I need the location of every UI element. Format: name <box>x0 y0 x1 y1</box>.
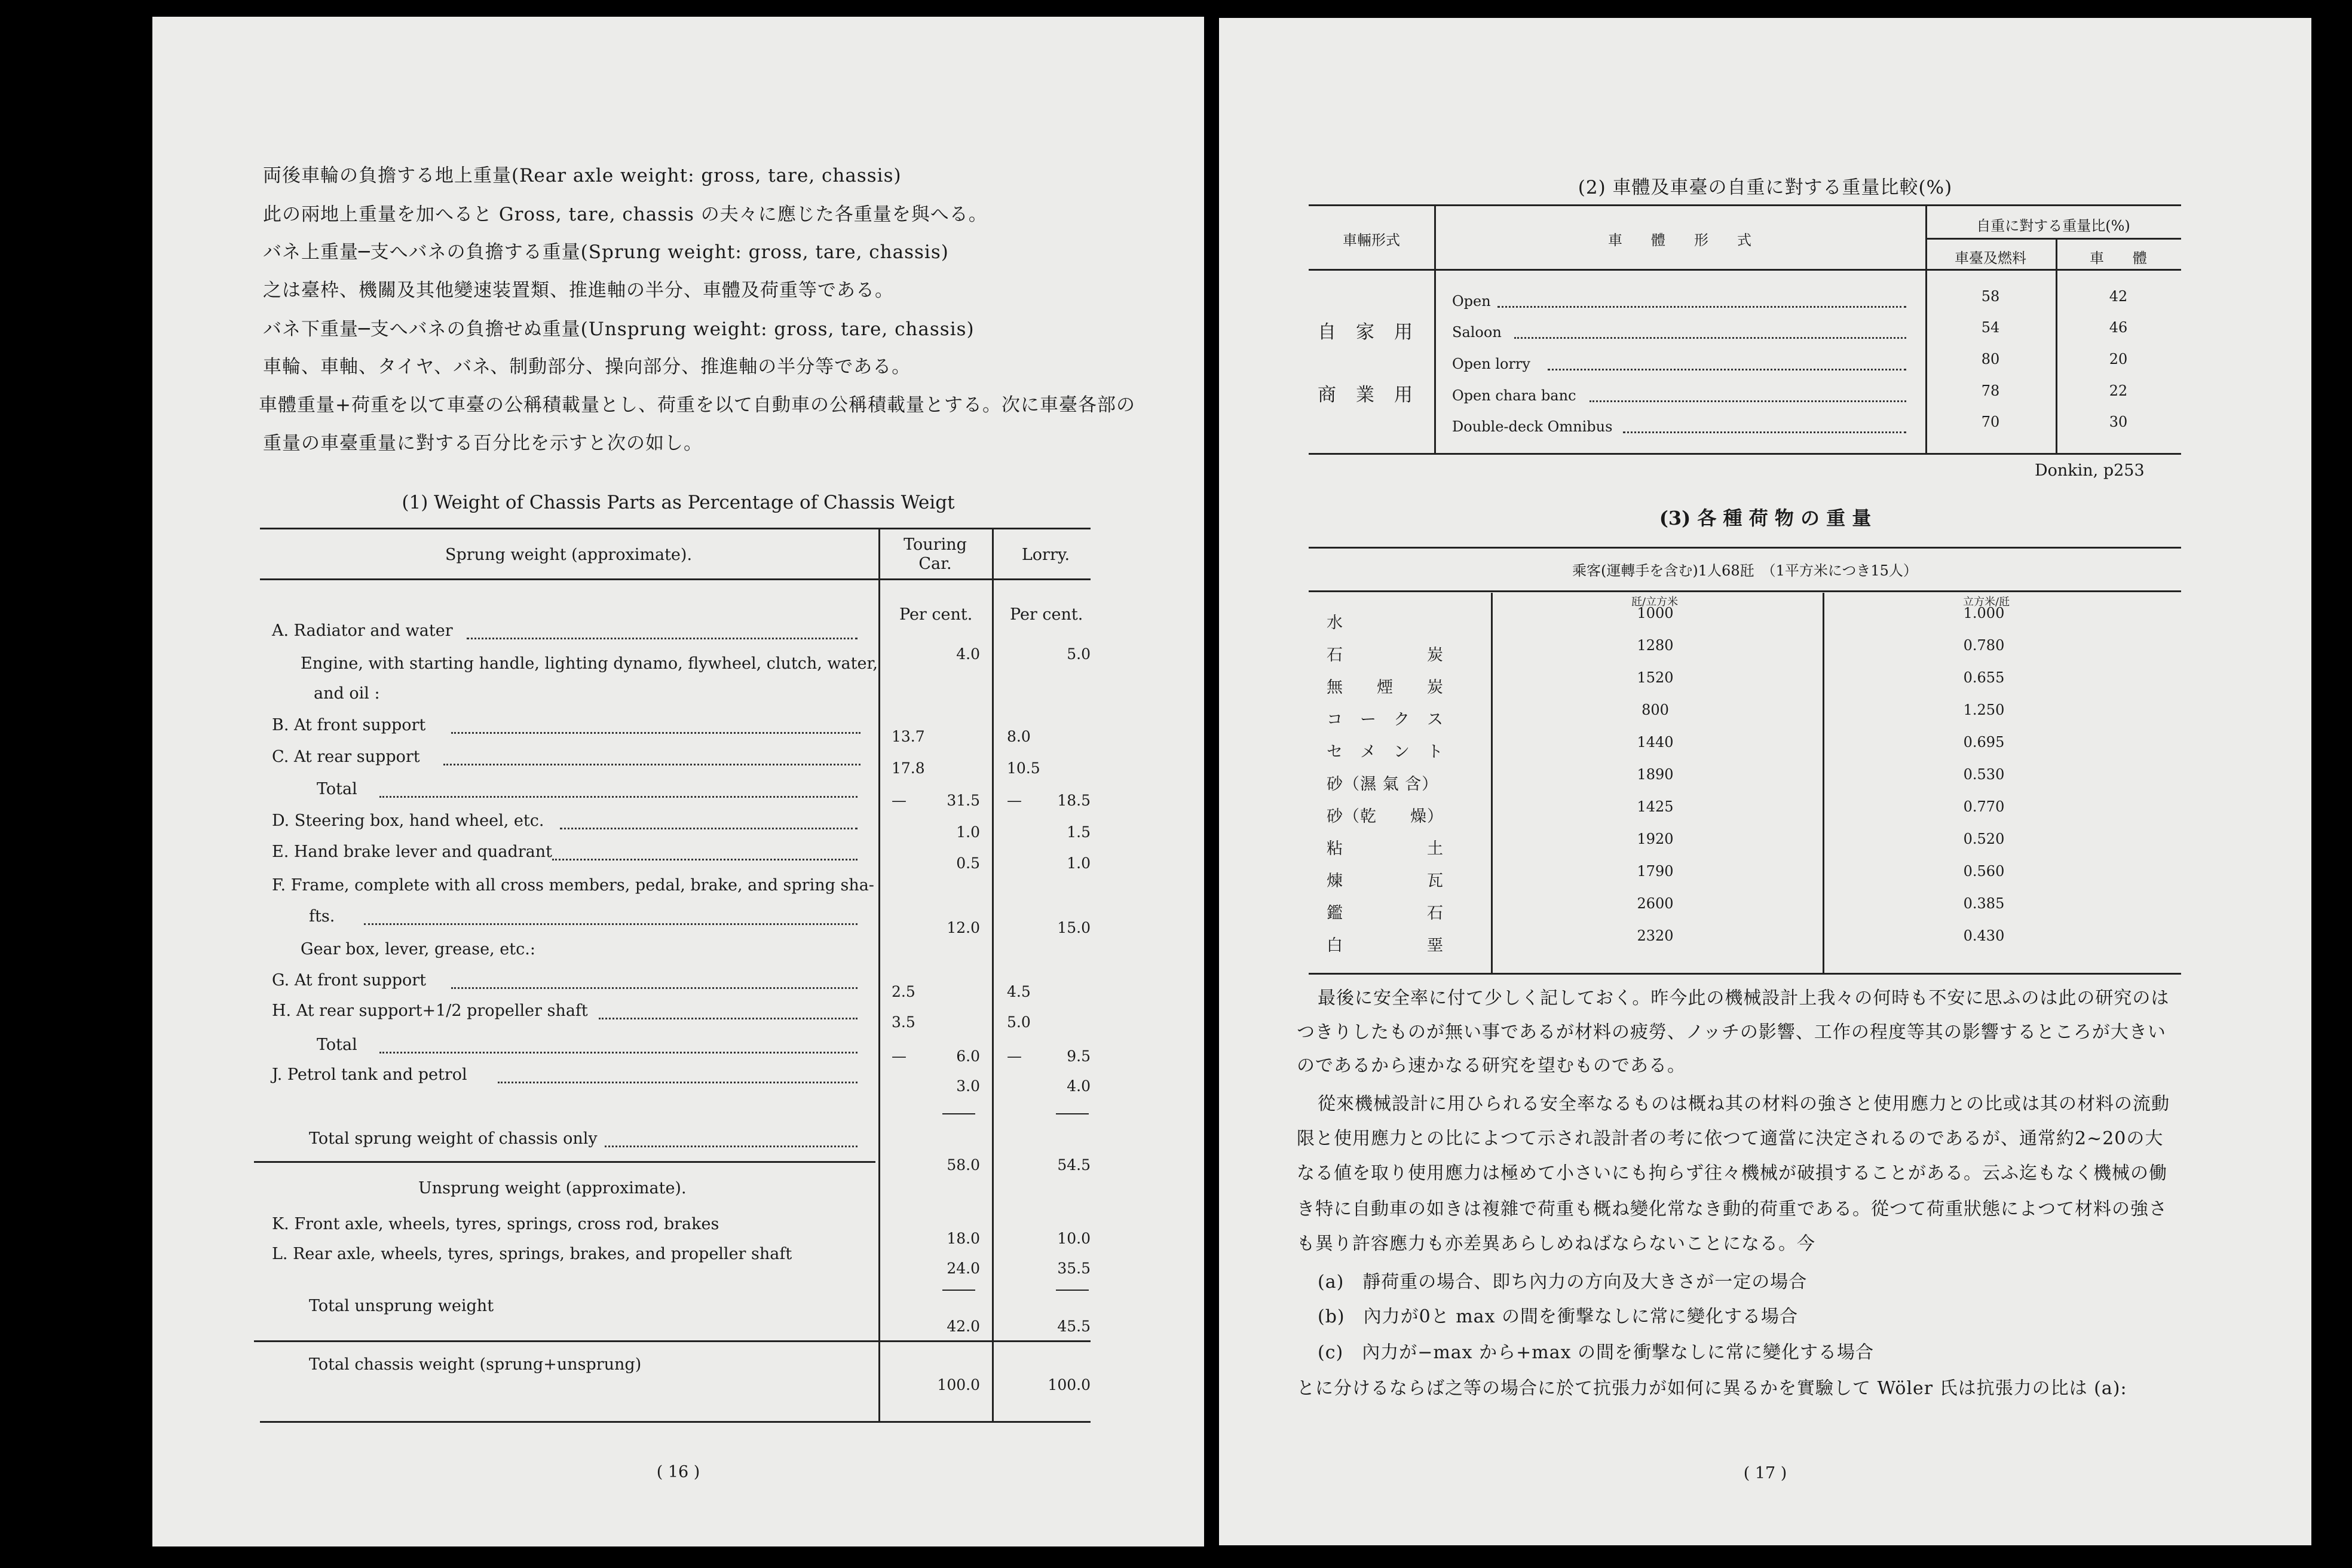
left-page <box>152 17 1204 1546</box>
table1-lorry-value: 5.0 <box>1067 645 1091 663</box>
table3-row-name: 砂（乾 燥） <box>1327 807 1444 826</box>
table1-col-rule-1 <box>878 528 880 1421</box>
table3-weight-value: 1890 <box>1637 766 1674 783</box>
table1-header-rule <box>260 578 1091 580</box>
table1-row-label: Total sprung weight of chassis only <box>309 1129 598 1148</box>
unsprung-touring-value: 42.0 <box>947 1318 980 1335</box>
unsprung-touring-value: 18.0 <box>947 1230 980 1247</box>
table1-lorry-sub: 8.0 <box>1007 728 1031 745</box>
leader-dots <box>1548 369 1906 370</box>
table3-row-name: 水 <box>1327 614 1343 632</box>
table3-weight-value: 1280 <box>1637 637 1674 654</box>
table1-row-label: A. Radiator and water <box>272 621 453 640</box>
table3-header-rule <box>1309 590 2181 592</box>
table3-weight-value: 1440 <box>1637 734 1674 751</box>
leader-dots <box>443 764 860 765</box>
table2-chassis-value: 54 <box>1981 319 2000 336</box>
table3-weight-value: 2320 <box>1637 927 1674 944</box>
body-line: も異り許容應力も亦差異あらしめねばならないことになる。今 <box>1297 1233 1815 1254</box>
unsprung-row-label: K. Front axle, wheels, tyres, springs, cross rod, brakes <box>272 1215 719 1233</box>
table2-bottom-rule <box>1309 453 2181 455</box>
table2-group-commercial: 商 業 用 <box>1318 384 1413 406</box>
table3-weight-value: 800 <box>1642 702 1669 718</box>
table1-row-label: J. Petrol tank and petrol <box>272 1065 467 1084</box>
table3-volume-value: 0.695 <box>1963 734 2005 751</box>
leader-dots <box>1623 431 1906 433</box>
table2-row-name: Open chara banc <box>1452 387 1576 404</box>
leader-dots <box>1497 306 1906 308</box>
leader-dots <box>552 859 858 860</box>
table1-lorry-sub: — <box>1007 792 1022 809</box>
table2-title: (2) 車體及車臺の自重に對する重量比較(%) <box>1578 177 1953 198</box>
table2-header-type: 車輛形式 <box>1343 232 1400 249</box>
table1-lorry-sub: 5.0 <box>1007 1013 1031 1031</box>
sum-rule <box>942 1113 975 1114</box>
table3-volume-value: 0.530 <box>1963 766 2005 783</box>
table1-touring-sub: 3.5 <box>892 1013 915 1031</box>
table1-row-label: fts. <box>309 907 335 926</box>
table1-lorry-sub: — <box>1007 1048 1022 1065</box>
table2-row-name: Open <box>1452 293 1491 310</box>
table1-touring-sub: — <box>892 1048 906 1065</box>
unsprung-row-label: Total chassis weight (sprung+unsprung) <box>309 1355 642 1374</box>
unsprung-row-label: Total unsprung weight <box>309 1297 494 1315</box>
unsprung-header: Unsprung weight (approximate). <box>418 1179 687 1198</box>
leader-dots <box>451 732 860 734</box>
table3-volume-value: 0.520 <box>1963 831 2005 847</box>
table1-bottom-rule <box>260 1421 1091 1423</box>
table2-chassis-value: 80 <box>1981 351 2000 368</box>
table3-row-name: 石 炭 <box>1327 646 1444 664</box>
table3-row-name: 無 煙 炭 <box>1327 678 1444 697</box>
table3-weight-value: 1920 <box>1637 831 1674 847</box>
table1-touring-sub: — <box>892 792 906 809</box>
table1-touring-sub: 13.7 <box>892 728 925 745</box>
table1-row-label: C. At rear support <box>272 748 420 766</box>
table2-header-chassis: 車臺及燃料 <box>1955 250 2026 267</box>
table3-weight-value: 1000 <box>1637 605 1674 621</box>
table1-title: (1) Weight of Chassis Parts as Percentage of Chassis Weigt <box>402 492 955 513</box>
table1-lorry-value: 18.5 <box>1057 792 1091 809</box>
table3-volume-value: 0.655 <box>1963 669 2005 686</box>
intro-line: 之は臺枠、機關及其他變速装置類、推進軸の半分、車體及荷重等である。 <box>263 280 894 301</box>
table1-row-label: E. Hand brake lever and quadrant <box>272 843 552 861</box>
unsprung-touring-value: 100.0 <box>937 1376 980 1394</box>
leader-dots <box>560 828 858 829</box>
table1-row-label: B. At front support <box>272 716 426 734</box>
table3-row-name: 砂（濕 氣 含） <box>1327 775 1439 794</box>
table1-lorry-value: 9.5 <box>1067 1048 1091 1065</box>
table1-touring-value: 31.5 <box>947 792 980 809</box>
table3-col-rule-1 <box>1491 593 1493 973</box>
table1-total-rule <box>254 1340 1091 1342</box>
intro-line: バネ上重量─支へバネの負擔する重量(Sprung weight: gross, tare, chassis) <box>263 241 949 263</box>
table1-touring-value: 12.0 <box>947 919 980 936</box>
table3-volume-value: 1.000 <box>1963 605 2005 621</box>
leader-dots <box>498 1082 858 1083</box>
table1-lorry-value: 1.0 <box>1067 855 1091 872</box>
table1-touring-sub: 2.5 <box>892 983 915 1000</box>
table1-touring-sub: 17.8 <box>892 760 925 777</box>
table2-row-name: Double-deck Omnibus <box>1452 418 1613 435</box>
table3-row-name: 鑑 石 <box>1327 904 1444 923</box>
table2-subheader-rule <box>1925 238 2181 240</box>
percent-label-touring: Per cent. <box>899 605 973 624</box>
table3-unit-weight: 瓩/立方米 <box>1631 596 1679 608</box>
intro-line: 両後車輪の負擔する地上重量(Rear axle weight: gross, tare, chassis) <box>263 165 902 186</box>
table2-header-ratio: 自重に對する重量比(%) <box>1976 218 2130 234</box>
leader-dots <box>599 1018 858 1019</box>
table2-chassis-value: 70 <box>1981 414 2000 430</box>
table3-row-name: 煉 瓦 <box>1327 872 1444 890</box>
table1-header-sprung: Sprung weight (approximate). <box>445 546 693 564</box>
table3-col-rule-2 <box>1823 593 1824 973</box>
table3-volume-value: 0.560 <box>1963 863 2005 880</box>
table1-row-label: D. Steering box, hand wheel, etc. <box>272 811 544 830</box>
unsprung-lorry-value: 35.5 <box>1057 1260 1091 1277</box>
table3-caption: 乘客(運轉手を含む)1人68瓩 （1平方米につき15人） <box>1572 562 1918 579</box>
body-line: (b) 內力が0と max の間を衝撃なしに常に變化する場合 <box>1318 1306 1799 1327</box>
body-line: 限と使用應力との比によつて示され設計者の考に依つて適當に決定されるのであるが、通常約2~20の大 <box>1297 1128 2164 1149</box>
percent-label-lorry: Per cent. <box>1010 605 1083 624</box>
table3-weight-value: 1520 <box>1637 669 1674 686</box>
table2-top-rule <box>1309 204 2181 206</box>
table2-body-value: 22 <box>2109 382 2128 399</box>
table2-body-value: 46 <box>2109 319 2128 336</box>
sum-rule <box>1056 1113 1089 1114</box>
table2-header-body-ratio: 車 體 <box>2090 250 2147 267</box>
table1-row-label: Gear box, lever, grease, etc.: <box>301 940 535 958</box>
intro-line: 車輪、車軸、タイヤ、バネ、制動部分、操向部分、推進軸の半分等である。 <box>263 356 911 378</box>
leader-dots <box>1514 337 1906 339</box>
table2-row-name: Open lorry <box>1452 356 1530 372</box>
table2-header-body: 車 體 形 式 <box>1608 232 1751 249</box>
unsprung-touring-value: 24.0 <box>947 1260 980 1277</box>
table1-row-label: Total <box>317 780 357 798</box>
leader-dots <box>379 1052 858 1054</box>
table1-row-label: G. At front support <box>272 971 427 990</box>
sprung-end-rule <box>254 1161 875 1163</box>
body-line: のであるから速かなる研究を望むものである。 <box>1297 1055 1686 1076</box>
table3-row-name: セ メ ン ト <box>1327 743 1444 761</box>
table2-body-value: 42 <box>2109 288 2128 305</box>
table3-volume-value: 0.770 <box>1963 798 2005 815</box>
table3-weight-value: 1425 <box>1637 798 1674 815</box>
table1-row-label: H. At rear support+1/2 propeller shaft <box>272 1002 588 1020</box>
table1-top-rule <box>260 528 1091 529</box>
table1-lorry-sub: 4.5 <box>1007 983 1031 1000</box>
table3-volume-value: 1.250 <box>1963 702 2005 718</box>
page-number-left: ( 16 ) <box>656 1463 700 1481</box>
unsprung-row-label: L. Rear axle, wheels, tyres, springs, brakes, and propeller shaft <box>272 1245 792 1263</box>
leader-dots <box>379 796 858 798</box>
table1-touring-value: 6.0 <box>956 1048 980 1065</box>
body-line: つきりしたものが無い事であるが材料の疲勞、ノッチの影響、工作の程度等其の影響するところが大きい <box>1297 1022 2166 1043</box>
table1-row-label: F. Frame, complete with all cross members, pedal, brake, and spring sha- <box>272 876 874 895</box>
table2-chassis-value: 58 <box>1981 288 2000 305</box>
leader-dots <box>451 987 858 989</box>
table1-lorry-sub: 10.5 <box>1007 760 1040 777</box>
table1-col-rule-2 <box>992 528 994 1421</box>
body-line: なる値を取り使用應力は極めて小さいにも拘らず往々機械が破損することがある。云ふ迄もなく機械の働 <box>1297 1163 2167 1184</box>
table1-header-lorry: Lorry. <box>1021 546 1070 564</box>
table1-lorry-value: 1.5 <box>1067 823 1091 841</box>
table3-title: (3) 各 種 荷 物 の 重 量 <box>1659 507 1872 529</box>
leader-dots <box>467 638 858 639</box>
table1-row-label: Total <box>317 1036 357 1054</box>
intro-line: 車體重量+荷重を以て車臺の公稱積載量とし、荷重を以て自動車の公稱積載量とする。次に車臺各部の <box>259 394 1135 416</box>
unsprung-lorry-value: 45.5 <box>1057 1318 1091 1335</box>
table3-row-name: 白 堊 <box>1327 936 1444 955</box>
leader-dots <box>1590 400 1906 402</box>
body-line: (a) 靜荷重の場合、即ち內力の方向及大きさが一定の場合 <box>1318 1272 1808 1293</box>
body-line: 從來機械設計に用ひられる安全率なるものは概ね其の材料の強さと使用應力との比或は其の材料の流動 <box>1318 1094 2170 1114</box>
sum-rule <box>1056 1290 1089 1291</box>
unsprung-lorry-value: 100.0 <box>1048 1376 1091 1394</box>
table2-body-value: 30 <box>2109 414 2128 430</box>
table2-row-name: Saloon <box>1452 324 1502 341</box>
table1-lorry-value: 15.0 <box>1057 919 1091 936</box>
table1-touring-value: 4.0 <box>956 645 980 663</box>
table3-volume-value: 0.385 <box>1963 895 2005 912</box>
table3-weight-value: 2600 <box>1637 895 1674 912</box>
table1-row-label: and oil : <box>314 684 380 703</box>
table1-touring-value: 0.5 <box>956 855 980 872</box>
table1-row-label: Engine, with starting handle, lighting dynamo, flywheel, clutch, water, <box>301 654 878 673</box>
body-line: き特に自動車の如きは複雜で荷重も概ね變化常なき動的荷重である。從つて荷重狀態によつて材料の強さ <box>1297 1199 2167 1220</box>
body-line: (c) 內力が−max から+max の間を衝撃なしに常に變化する場合 <box>1318 1342 1875 1363</box>
table1-touring-value: 3.0 <box>956 1077 980 1095</box>
table3-bottom-rule <box>1309 973 2181 975</box>
table2-chassis-value: 78 <box>1981 382 2000 399</box>
sum-rule <box>942 1290 975 1291</box>
body-line: とに分けるならば之等の場合に於て抗張力が如何に異るかを實驗して Wöler 氏は抗張力の比は (a): <box>1297 1378 2127 1399</box>
table3-volume-value: 0.780 <box>1963 637 2005 654</box>
table3-weight-value: 1790 <box>1637 863 1674 880</box>
body-line: 最後に安全率に付て少しく記しておく。昨今此の機械設計上我々の何時も不安に思ふのは此の研究のは <box>1318 988 2170 1009</box>
page-number-right: ( 17 ) <box>1743 1464 1787 1483</box>
table2-body-value: 20 <box>2109 351 2128 368</box>
table3-volume-value: 0.430 <box>1963 927 2005 944</box>
table3-row-name: コ ー ク ス <box>1327 710 1444 729</box>
table3-row-name: 粘 土 <box>1327 840 1444 858</box>
table2-header-rule <box>1309 269 2181 271</box>
unsprung-lorry-value: 10.0 <box>1057 1230 1091 1247</box>
table3-unit-volume: 立方米/瓩 <box>1963 596 2010 608</box>
table3-top-rule <box>1309 547 2181 549</box>
table1-lorry-value: 54.5 <box>1057 1156 1091 1174</box>
table1-header-touring: Touring <box>904 535 967 554</box>
table2-source: Donkin, p253 <box>2035 461 2145 480</box>
intro-line: 重量の車臺重量に對する百分比を示すと次の如し。 <box>263 433 703 454</box>
leader-dots <box>364 923 858 925</box>
intro-line: 此の兩地上重量を加へると Gross, tare, chassis の夫々に應じた各重量を與へる。 <box>263 204 988 225</box>
intro-line: バネ下重量─支へバネの負擔せぬ重量(Unsprung weight: gross, tare, chassis) <box>263 318 975 340</box>
right-page <box>1219 18 2311 1545</box>
table1-header-car: Car. <box>918 555 952 573</box>
leader-dots <box>605 1146 858 1147</box>
table1-lorry-value: 4.0 <box>1067 1077 1091 1095</box>
table1-touring-value: 1.0 <box>956 823 980 841</box>
table2-group-private: 自 家 用 <box>1318 321 1413 343</box>
table1-touring-value: 58.0 <box>947 1156 980 1174</box>
